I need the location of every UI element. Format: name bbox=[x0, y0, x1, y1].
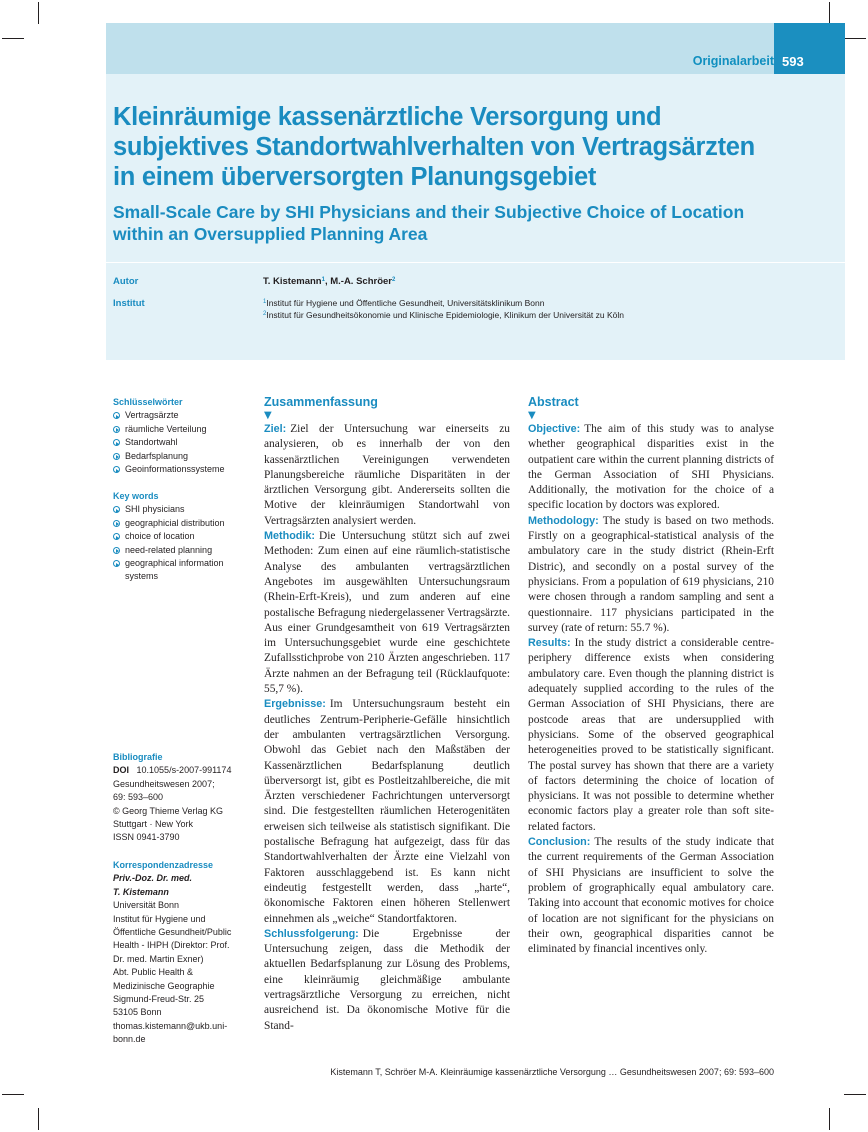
correspondence-line: Dr. med. Martin Exner) bbox=[113, 953, 204, 964]
results-label: Results: bbox=[528, 637, 571, 650]
objective-label: Objective: bbox=[528, 423, 581, 435]
keywords-english bbox=[113, 490, 253, 584]
doi-label: DOI bbox=[113, 765, 130, 776]
arrow-down-icon: ▼ bbox=[264, 410, 272, 421]
ergebnisse-label: Ergebnisse: bbox=[264, 698, 326, 711]
doi-line bbox=[113, 764, 253, 777]
institute-2 bbox=[263, 310, 624, 320]
bibliography-line: ISSN 0941-3790 bbox=[113, 832, 180, 843]
doi-link[interactable]: 10.1055/s-2007-991174 bbox=[136, 765, 232, 776]
arrow-down-icon: ▼ bbox=[528, 410, 536, 421]
institute-name: Institut für Hygiene und Öffentliche Gesundheit, Universitätsklinikum Bonn bbox=[266, 298, 545, 308]
crop-mark bbox=[829, 1108, 830, 1130]
correspondence-line: Institut für Hygiene und bbox=[113, 913, 206, 924]
keyword-item: Vertragsärzte bbox=[113, 409, 253, 422]
author-name: M.-A. Schröer bbox=[330, 276, 392, 287]
institute-label: Institut bbox=[113, 298, 145, 309]
keywords-german-heading: Schlüsselwörter bbox=[113, 397, 183, 407]
ziel-text: Ziel der Untersuchung war einerseits zu analysieren, ob es innerhalb der von den kassenärztlichen Vereinigungen verwendeten Planungsbereiche räumliche Disparitäten in der ärztlichen Versorgung gibt. Andererseits sollten die Motive der kleinräumigen Standortwahl von Vertragsärzten analysiert werden. bbox=[264, 423, 510, 527]
keyword-item: geographicial distribution bbox=[113, 517, 253, 530]
keyword-item: Bedarfsplanung bbox=[113, 450, 253, 463]
keyword-item: Geoinformationssysteme bbox=[113, 463, 253, 476]
affiliation-marker: 1 bbox=[263, 299, 267, 305]
affiliation-marker: 2 bbox=[392, 277, 396, 283]
schluss-text: Die Ergebnisse der Untersuchung zeigen, dass die Methodik der aktuellen Bedarfsplanung zur Lösung des Problems, eine kleinräumig gleichmäßige ambulante vertragsärztliche Versorgung zu erreichen, nicht ausreichend ist. Da ökonomische Motive für die Stand- bbox=[264, 927, 510, 1032]
correspondence-email[interactable]: bonn.de bbox=[113, 1034, 146, 1045]
conclusion-paragraph bbox=[528, 835, 774, 957]
correspondence bbox=[113, 859, 253, 1047]
crop-mark bbox=[844, 1094, 866, 1095]
results-text: In the study district a considerable centre-periphery difference exists when considering ambulatory care. Even though the planning district is adequately supplied according to the rules of the German Association of SHI Physicians, there are postcode areas that are undersupplied with physicians. Some of the observed geographical heterogeneities proved to be statistically significant. The postal survey has shown that there are a variety of factors determining the choice of location of physicians. It was not possible to determine whether economic factors play a greater role than soft site-related factors. bbox=[528, 637, 774, 833]
author-list bbox=[263, 276, 395, 287]
affiliation-marker: 2 bbox=[263, 311, 267, 317]
correspondence-line: Sigmund-Freud-Str. 25 bbox=[113, 994, 205, 1005]
bibliography bbox=[113, 751, 253, 845]
keywords-english-list bbox=[113, 503, 253, 583]
bibliography-line: 69: 593–600 bbox=[113, 792, 164, 803]
title-divider bbox=[106, 262, 845, 263]
crop-mark bbox=[2, 38, 24, 39]
bibliography-line: Gesundheitswesen 2007; bbox=[113, 778, 215, 789]
ziel-label: Ziel: bbox=[264, 423, 287, 435]
correspondence-line: Health - IHPH (Direktor: Prof. bbox=[113, 940, 230, 951]
ziel-paragraph bbox=[264, 422, 510, 529]
correspondence-line[interactable]: 53105 Bonn bbox=[113, 1007, 162, 1018]
section-label: Originalarbeit bbox=[692, 54, 774, 68]
author-label: Autor bbox=[113, 276, 139, 287]
crop-mark bbox=[38, 1108, 39, 1130]
conclusion-text: The results of the study indicate that the current requirements of the German Association of SHI Physicians are insufficient to solve the problem of grographically equal ambulatory care. Taking into account that economic motives for choice of location are not significant for the physicians on their own, geographical disparities cannot be eliminated by financial incentives only. bbox=[528, 836, 774, 956]
methodik-label: Methodik: bbox=[264, 530, 315, 543]
affiliation-marker: 1 bbox=[321, 277, 325, 283]
methodik-paragraph bbox=[264, 529, 510, 697]
methodik-text: Die Untersuchung stützt sich auf zwei Methoden: Zum einen auf eine räumlich-statistische Analyse des ambulanten vertragsärztlichen Angebotes im ausgewählten Untersuchungsraum (Rhein-Erft-Kreis), und zum anderen auf eine postalische Befragung niedergelassener Vertragsärzte. Aus einer Grundgesamtheit von 619 Vertragsärzten im Untersuchungsgebiet wurde eine geschichtete Zufallsstichprobe von 210 Ärzten angeschrieben. 117 Ärzte nahmen an der Befragung teil (Rücklaufquote: 55,7 %). bbox=[264, 530, 510, 696]
objective-text: The aim of this study was to analyse whether geographical disparities exist in the outpatient care within the current planning districts of the German Association of SHI Physicians. Additionally, the motivation for the choice of a specific location by doctors was explored. bbox=[528, 423, 774, 512]
institute-name: Institut für Gesundheitsökonomie und Klinische Epidemiologie, Klinikum der Universität zu Köln bbox=[266, 310, 624, 320]
author-separator: , bbox=[324, 276, 331, 287]
correspondence-line: Abt. Public Health & bbox=[113, 967, 194, 978]
crop-mark bbox=[38, 2, 39, 24]
correspondence-line: Universität Bonn bbox=[113, 900, 180, 911]
keywords-german-list bbox=[113, 409, 253, 476]
bibliography-line: Stuttgart · New York bbox=[113, 819, 194, 830]
abstract-column bbox=[528, 394, 774, 957]
keyword-item: Standortwahl bbox=[113, 436, 253, 449]
conclusion-label: Conclusion: bbox=[528, 836, 591, 849]
ergebnisse-text: Im Untersuchungsraum besteht ein deutliches Zentrum-Peripherie-Gefälle hinsichtlich der ambulanten vertragsärztlichen Versorgung. Obwohl das Gebiet nach den Maßstäben der Kassenärztlichen Bedarfsplanung deutlich überversorgt ist, gibt es Postleitzahlbereiche, die mit Ärzten verschiedener Fachrichtungen unterversorgt sind. Die festgestellten räumlichen Heterogenitäten erweisen sich teilweise als statistisch signifikant. Die postalische Befragung hat aufgezeigt, dass für das Standortwahlverhalten der Ärzte eine Vielzahl von Faktoren ausschlaggebend ist. Es kann nicht eindeutig festgestellt werden, dass „harte“, ökonomische Faktoren einen höheren Stellenwert einnehmen als „weiche“ Standortfaktoren. bbox=[264, 698, 510, 925]
zusammenfassung-column bbox=[264, 394, 510, 1034]
keyword-item: need-related planning bbox=[113, 544, 253, 557]
methodology-label: Methodology: bbox=[528, 514, 599, 527]
bibliography-line: © Georg Thieme Verlag KG bbox=[113, 805, 224, 816]
results-paragraph bbox=[528, 636, 774, 835]
crop-mark bbox=[2, 1094, 24, 1095]
keywords-english-heading: Key words bbox=[113, 491, 159, 501]
correspondence-name: T. Kistemann bbox=[113, 886, 169, 897]
keyword-item: choice of location bbox=[113, 530, 253, 543]
abstract-heading: Abstract bbox=[528, 395, 579, 409]
schluss-paragraph bbox=[264, 927, 510, 1034]
article-title-german: Kleinräumige kassenärztliche Versorgung und subjektives Standortwahlverhalten von Vertragsärzten in einem überversorgten Planungsgebiet bbox=[113, 103, 755, 191]
correspondence-heading: Korrespondenzadresse bbox=[113, 860, 214, 870]
methodology-paragraph bbox=[528, 514, 774, 636]
keyword-item: geographical information systems bbox=[113, 557, 237, 584]
author-name: T. Kistemann bbox=[263, 276, 322, 287]
correspondence-line: Medizinische Geographie bbox=[113, 980, 215, 991]
correspondence-email[interactable]: thomas.kistemann@ukb.uni- bbox=[113, 1020, 228, 1031]
keyword-item: SHI physicians bbox=[113, 503, 253, 516]
objective-paragraph bbox=[528, 422, 774, 514]
schluss-label: Schlussfolgerung: bbox=[264, 927, 359, 940]
zusammenfassung-heading: Zusammenfassung bbox=[264, 395, 378, 409]
correspondence-line: Öffentliche Gesundheit/Public bbox=[113, 927, 232, 938]
footer-citation: Kistemann T, Schröer M-A. Kleinräumige kassenärztliche Versorgung … Gesundheitswesen 2007; 69: 593–600 bbox=[330, 1067, 774, 1077]
keywords-german bbox=[113, 396, 253, 476]
institute-1 bbox=[263, 298, 544, 308]
article-title-english: Small-Scale Care by SHI Physicians and their Subjective Choice of Location within an Oversupplied Planning Area bbox=[113, 202, 745, 244]
correspondence-name: Priv.-Doz. Dr. med. bbox=[113, 873, 193, 884]
ergebnisse-paragraph bbox=[264, 697, 510, 926]
bibliography-heading: Bibliografie bbox=[113, 752, 163, 762]
methodology-text: The study is based on two methods. Firstly on a geographical-statistical analysis of the ambulatory care in the study district (Rhein-Erft Distric), and secondly on a postal survey of the physicians. From a population of 619 physicians, 210 were chosen through a random sampling and sent a questionnaire. 117 physicians participated in the survey (rate of return: 55.7 %). bbox=[528, 514, 774, 634]
keyword-item: räumliche Verteilung bbox=[113, 423, 253, 436]
crop-mark bbox=[829, 2, 830, 24]
crop-mark bbox=[844, 38, 866, 39]
page-number: 593 bbox=[782, 54, 804, 69]
